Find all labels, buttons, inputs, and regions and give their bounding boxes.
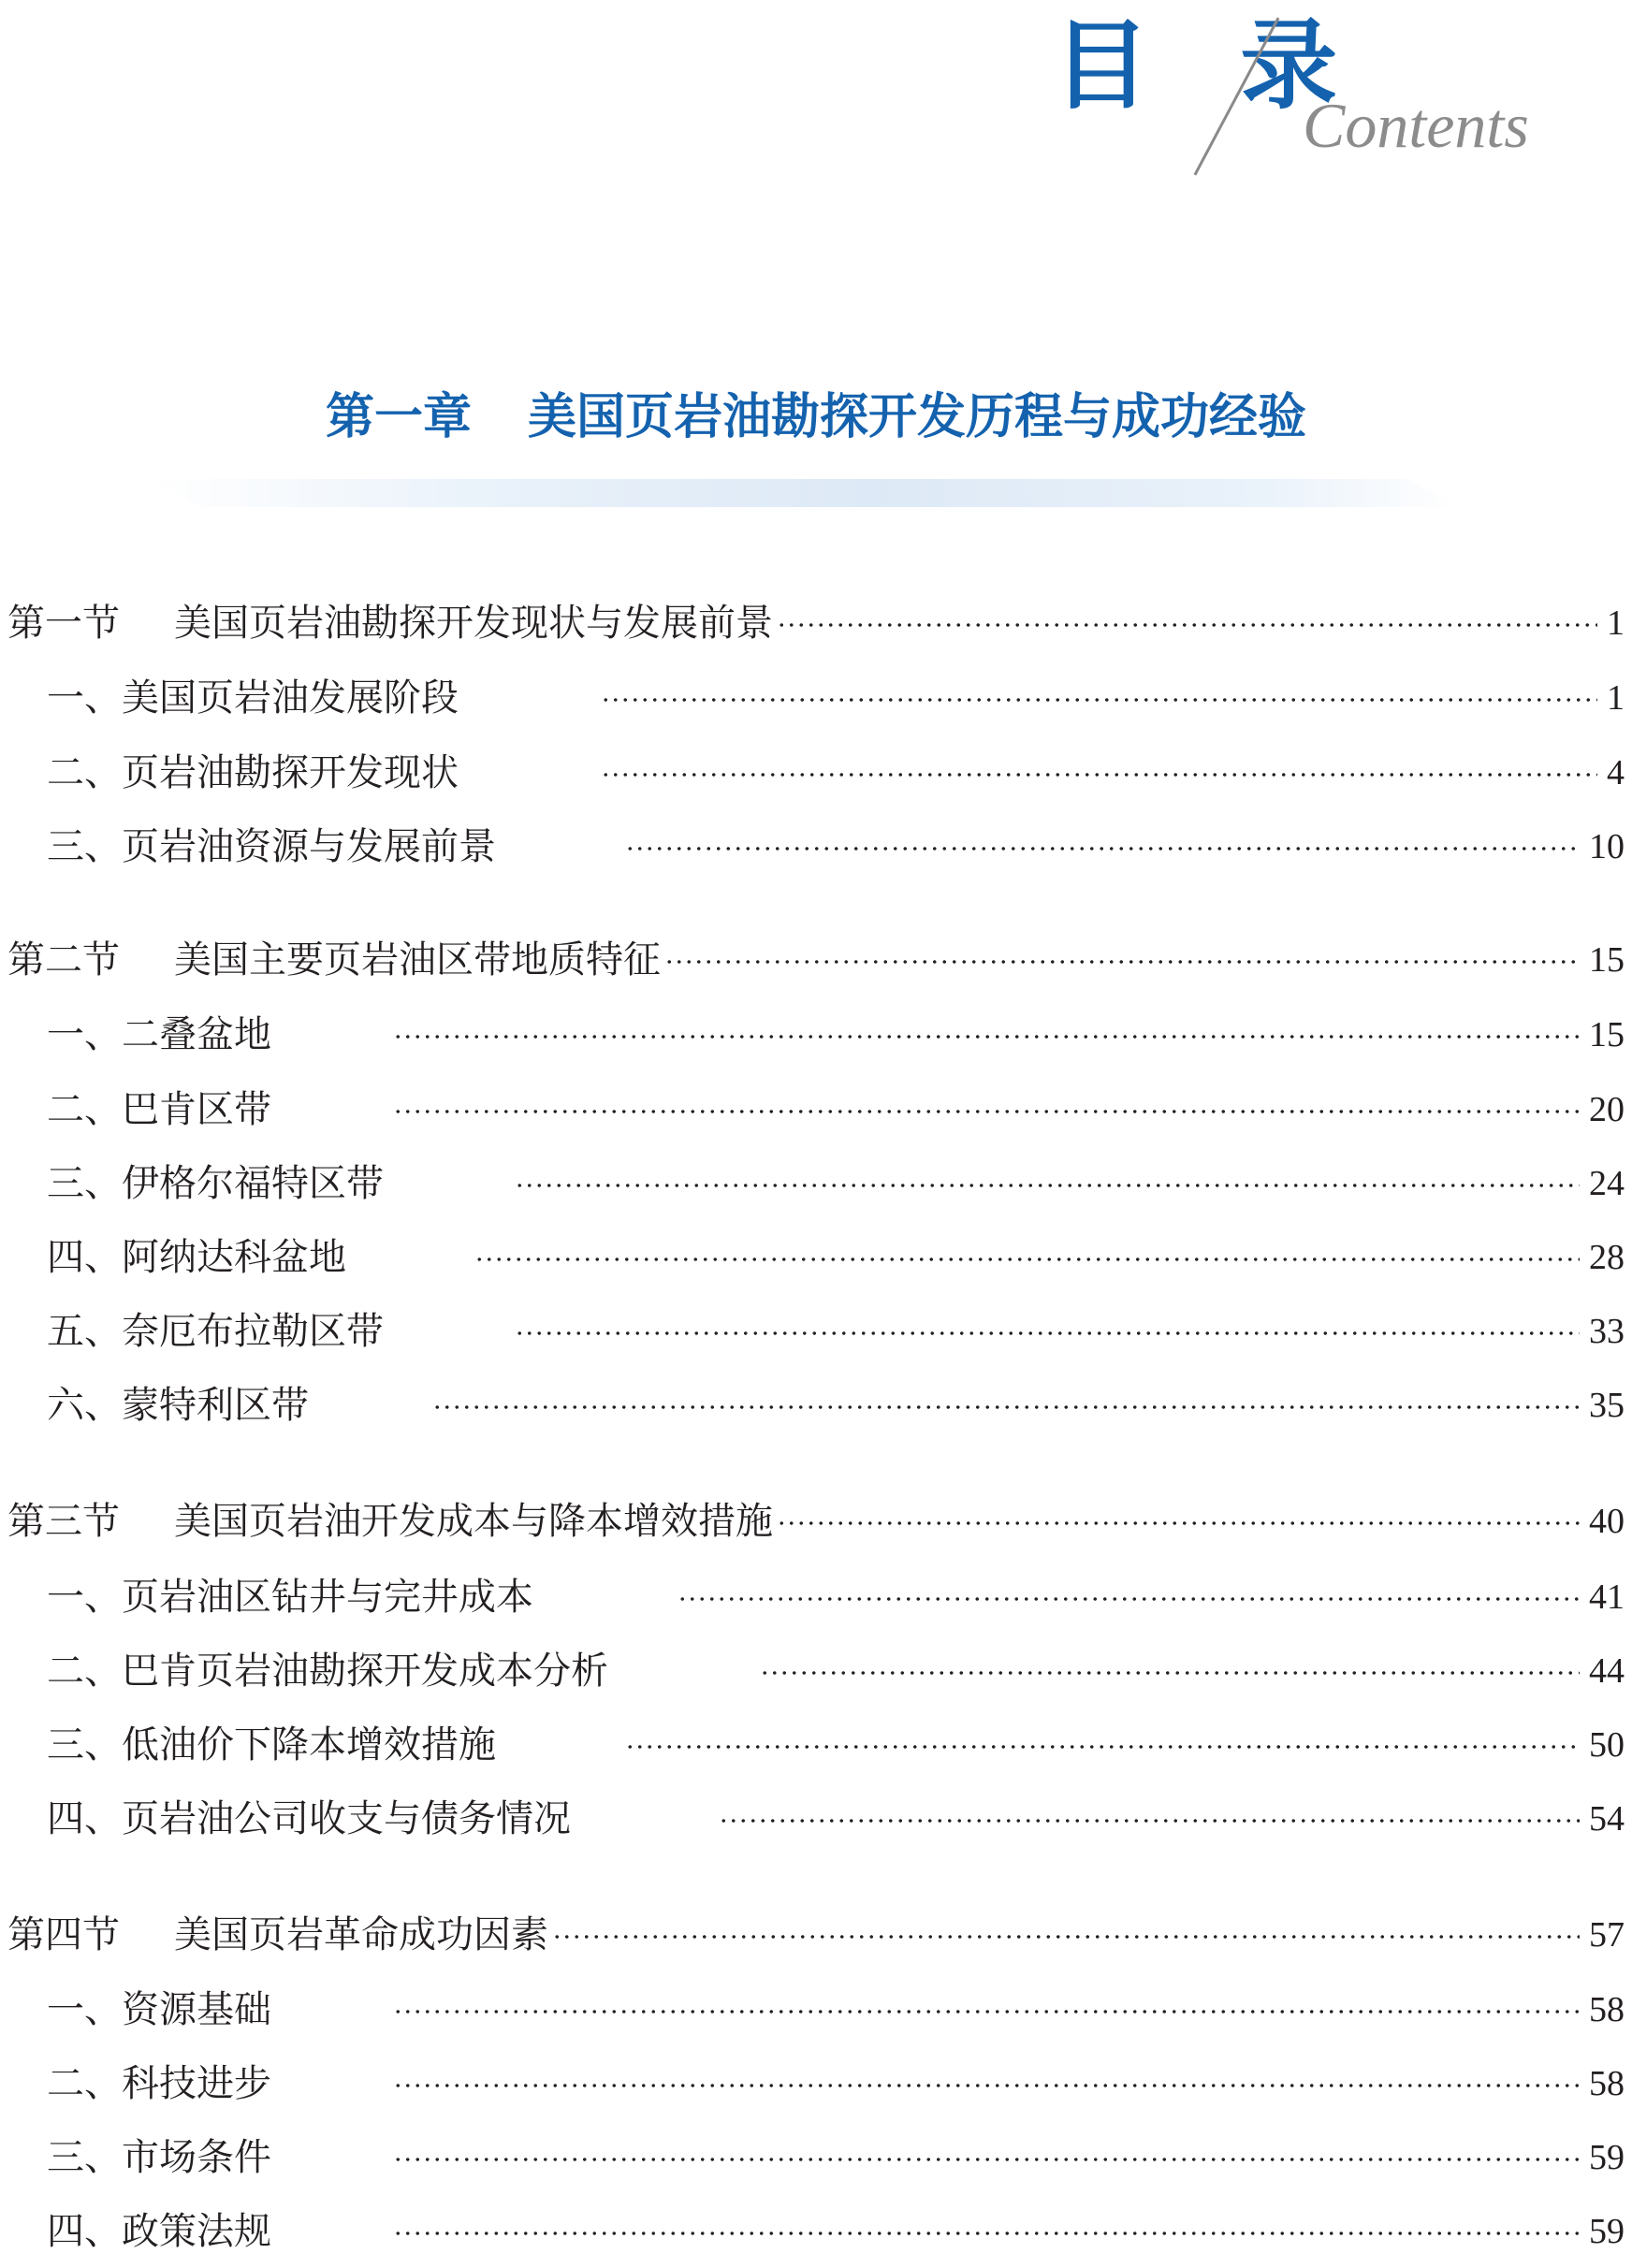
- leader-dots: [393, 1109, 1580, 1114]
- leader-dots: [601, 772, 1597, 778]
- item-title: 一、美国页岩油发展阶段: [47, 676, 459, 720]
- toc-item[interactable]: [0, 1982, 1632, 2038]
- section-title: 美国页岩油勘探开发现状与发展前景: [174, 602, 773, 645]
- toc-item[interactable]: [0, 1569, 1632, 1625]
- leader-dots: [777, 622, 1597, 628]
- leader-dots: [678, 1596, 1580, 1602]
- item-title: 三、页岩油资源与发展前景: [47, 825, 496, 868]
- leader-dots: [515, 1183, 1580, 1188]
- item-title: 二、页岩油勘探开发现状: [47, 751, 459, 794]
- leader-dots: [432, 1404, 1580, 1410]
- page-number: 58: [1589, 2064, 1625, 2103]
- toc-item[interactable]: [0, 1377, 1632, 1433]
- page-number: 35: [1589, 1386, 1625, 1425]
- leader-dots: [777, 1520, 1580, 1526]
- toc-section-1[interactable]: [0, 595, 1632, 651]
- toc-item[interactable]: [0, 1717, 1632, 1773]
- page-number: 59: [1589, 2212, 1625, 2251]
- page-number: 20: [1589, 1090, 1625, 1129]
- page-number: 4: [1607, 753, 1625, 792]
- page-number: 1: [1607, 678, 1625, 718]
- page-number: 41: [1589, 1577, 1625, 1617]
- toc-section-3[interactable]: [0, 1493, 1632, 1549]
- page-number: 59: [1589, 2138, 1625, 2177]
- item-title: 一、页岩油区钻井与完井成本: [47, 1576, 533, 1619]
- item-title: 三、伊格尔福特区带: [47, 1162, 384, 1205]
- toc-item[interactable]: [0, 1791, 1632, 1847]
- leader-dots: [625, 846, 1580, 851]
- leader-dots: [474, 1257, 1580, 1262]
- section-number: 第三节: [7, 1500, 120, 1543]
- item-title: 五、奈厄布拉勒区带: [47, 1310, 384, 1353]
- page-number: 57: [1589, 1915, 1625, 1955]
- leader-dots: [760, 1670, 1580, 1676]
- page-number: 58: [1589, 1990, 1625, 2029]
- toc-item[interactable]: [0, 1643, 1632, 1699]
- leader-dots: [601, 697, 1597, 703]
- item-title: 二、巴肯页岩油勘探开发成本分析: [47, 1650, 608, 1693]
- section-title: 美国页岩油开发成本与降本增效措施: [174, 1500, 773, 1543]
- item-title: 四、页岩油公司收支与债务情况: [47, 1797, 571, 1840]
- toc-item[interactable]: [0, 670, 1632, 726]
- leader-dots: [625, 1744, 1580, 1750]
- leader-dots: [393, 2231, 1580, 2236]
- section-number: 第四节: [7, 1913, 120, 1956]
- leader-dots: [393, 1034, 1580, 1040]
- section-number: 第一节: [7, 602, 120, 645]
- page-number: 15: [1589, 1015, 1625, 1054]
- page-number: 50: [1589, 1725, 1625, 1765]
- section-title: 美国页岩革命成功因素: [174, 1913, 548, 1956]
- item-title: 二、科技进步: [47, 2062, 271, 2105]
- item-title: 一、二叠盆地: [47, 1013, 271, 1056]
- leader-dots: [664, 959, 1580, 965]
- page-number: 28: [1589, 1238, 1625, 1277]
- page-number: 1: [1607, 603, 1625, 643]
- toc-item[interactable]: [0, 2056, 1632, 2112]
- toc-section-4[interactable]: [0, 1907, 1632, 1963]
- toc-item[interactable]: [0, 2130, 1632, 2186]
- chapter-number: 第一章: [325, 389, 472, 445]
- page-number: 40: [1589, 1502, 1625, 1541]
- item-title: 一、资源基础: [47, 1988, 271, 2031]
- page-number: 33: [1589, 1312, 1625, 1351]
- section-number: 第二节: [7, 938, 120, 981]
- toc-item[interactable]: [0, 2203, 1632, 2260]
- page-number: 10: [1589, 827, 1625, 866]
- leader-dots: [719, 1818, 1580, 1824]
- item-title: 四、政策法规: [47, 2210, 271, 2253]
- toc-item[interactable]: [0, 1229, 1632, 1286]
- toc-item[interactable]: [0, 1007, 1632, 1063]
- contents-title-en: Contents: [1303, 90, 1529, 161]
- leader-dots: [393, 2157, 1580, 2162]
- chapter-title: 美国页岩油勘探开发历程与成功经验: [528, 389, 1307, 445]
- item-title: 三、市场条件: [47, 2136, 271, 2179]
- leader-dots: [552, 1934, 1580, 1940]
- toc-item[interactable]: [0, 819, 1632, 875]
- item-title: 六、蒙特利区带: [47, 1384, 309, 1427]
- item-title: 二、巴肯区带: [47, 1088, 271, 1131]
- item-title: 四、阿纳达科盆地: [47, 1236, 346, 1279]
- toc-section-2[interactable]: [0, 932, 1632, 988]
- item-title: 三、低油价下降本增效措施: [47, 1723, 496, 1766]
- page-number: 44: [1589, 1651, 1625, 1691]
- contents-title-cn: 目 录: [1053, 8, 1366, 123]
- toc-item[interactable]: [0, 1156, 1632, 1212]
- page-number: 24: [1589, 1164, 1625, 1203]
- leader-dots: [393, 2083, 1580, 2088]
- toc-item[interactable]: [0, 745, 1632, 801]
- page-number: 15: [1589, 940, 1625, 980]
- toc-item[interactable]: [0, 1082, 1632, 1138]
- toc-item[interactable]: [0, 1303, 1632, 1359]
- leader-dots: [515, 1330, 1580, 1336]
- leader-dots: [393, 2009, 1580, 2014]
- page-number: 54: [1589, 1799, 1625, 1839]
- section-title: 美国主要页岩油区带地质特征: [174, 938, 661, 981]
